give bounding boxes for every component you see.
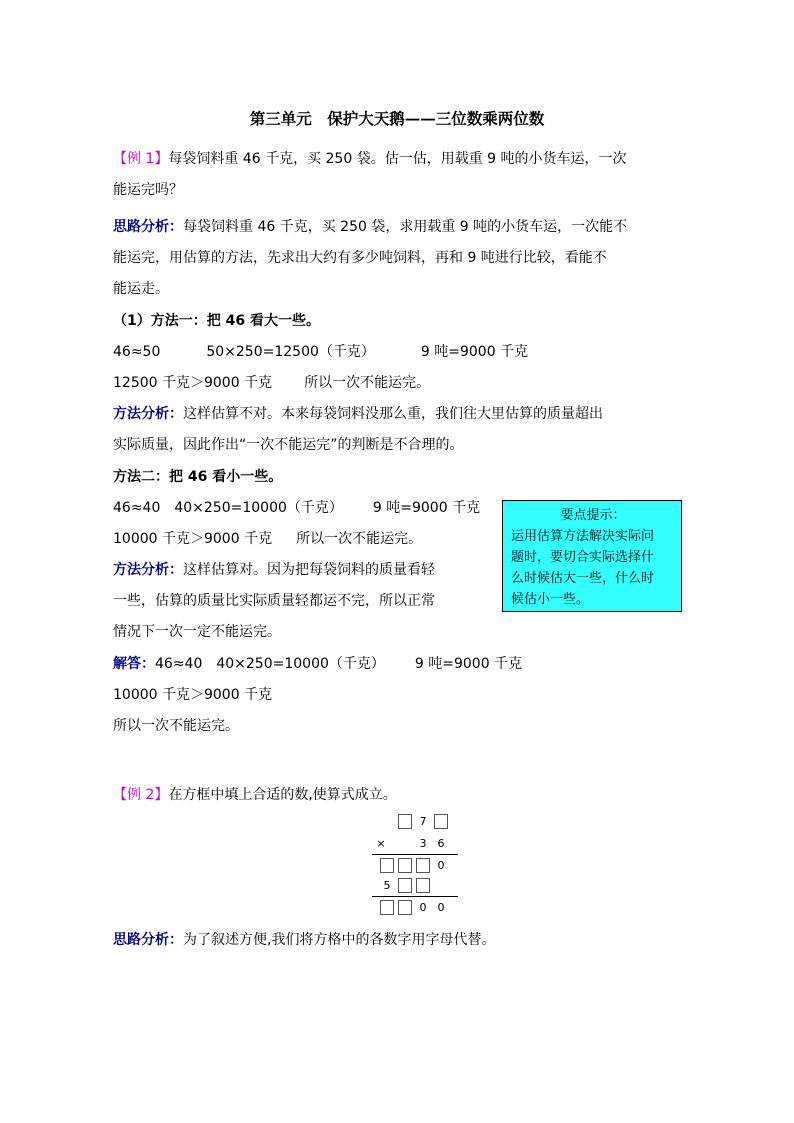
puzzle-divider	[372, 854, 458, 855]
answer-approx: 46≈40	[155, 656, 203, 672]
puzzle-blank-box[interactable]	[398, 878, 412, 893]
method1-approx: 46≈50	[113, 344, 161, 360]
tip-line1: 运用估算方法解决实际问	[511, 529, 655, 544]
example1-analysis-line3: 能运走。	[113, 281, 169, 297]
method-analysis-label: 方法分析：	[113, 406, 183, 422]
page-title: 第三单元 保护大天鹅——三位数乘两位数	[249, 109, 545, 128]
method2-calc-line	[113, 498, 480, 518]
method2-compare: 10000 千克＞9000 千克	[113, 531, 273, 547]
puzzle-digit: 5	[383, 879, 391, 892]
puzzle-blank-box[interactable]	[380, 900, 394, 915]
example2-analysis	[113, 930, 495, 950]
method1-product: 50×250=12500（千克）	[206, 344, 375, 360]
puzzle-blank-box[interactable]	[380, 858, 394, 873]
example1-tag: 【例 1】	[113, 151, 169, 167]
puzzle-blank-box[interactable]	[416, 878, 430, 893]
answer-label: 解答：	[113, 656, 155, 672]
analysis-text: 每袋饲料重 46 千克，买 250 袋，求用载重 9 吨的小货车运，一次能不	[183, 219, 628, 235]
method1-calc-line	[113, 342, 528, 362]
tip-box	[502, 500, 682, 612]
method1-conclusion: 所以一次不能运完。	[304, 375, 431, 391]
multiplication-puzzle	[370, 812, 462, 922]
tip-line4: 候估小一些。	[511, 592, 590, 607]
method2-analysis-line2: 一些，估算的质量比实际质量轻都运不完，所以正常	[113, 593, 435, 609]
method1-analysis-line1	[113, 404, 603, 424]
method2-compare-line	[113, 529, 422, 549]
method2-analysis-text: 这样估算对。因为把每袋饲料的质量看轻	[183, 562, 435, 578]
example1-analysis-line2: 能运完，用估算的方法，先求出大约有多少吨饲料，再和 9 吨进行比较，看能不	[113, 250, 607, 266]
example1-question-line2: 能运完吗？	[113, 182, 183, 198]
method2-product: 40×250=10000（千克）	[174, 500, 343, 516]
analysis-label: 思路分析：	[113, 219, 183, 235]
answer-line3: 所以一次不能运完。	[113, 718, 239, 734]
example2-tag: 【例 2】	[113, 787, 169, 803]
puzzle-digit: 6	[437, 837, 445, 850]
puzzle-digit: 0	[419, 901, 427, 914]
tip-line3: 么时候估大一些，什么时	[511, 571, 655, 586]
puzzle-divider	[372, 896, 458, 897]
method2-title: 方法二：把 46 看小一些。	[113, 469, 283, 485]
puzzle-blank-box[interactable]	[398, 858, 412, 873]
method2-conversion: 9 吨=9000 千克	[372, 500, 481, 516]
method2-analysis-line1	[113, 560, 435, 580]
tip-title: 要点提示：	[560, 508, 626, 523]
puzzle-digit: 0	[437, 901, 445, 914]
answer-line2: 10000 千克＞9000 千克	[113, 687, 273, 703]
method2-conclusion: 所以一次不能运完。	[296, 531, 423, 547]
method2-analysis-line3: 情况下一次一定不能运完。	[113, 624, 281, 640]
puzzle-blank-box[interactable]	[398, 814, 412, 829]
example2-analysis-label: 思路分析：	[113, 932, 183, 948]
puzzle-blank-box[interactable]	[434, 814, 448, 829]
example1-analysis-line1	[113, 217, 627, 237]
method1-compare-line	[113, 373, 430, 393]
method1-conversion: 9 吨=9000 千克	[420, 344, 529, 360]
method2-approx: 46≈40	[113, 500, 161, 516]
method1-title: （1）方法一：把 46 看大一些。	[113, 313, 320, 329]
puzzle-digit: 3	[419, 837, 427, 850]
answer-conversion: 9 吨=9000 千克	[414, 656, 523, 672]
puzzle-digit: 0	[437, 859, 445, 872]
method-analysis-label-2: 方法分析：	[113, 562, 183, 578]
answer-line1	[113, 654, 522, 674]
answer-product: 40×250=10000（千克）	[216, 656, 385, 672]
puzzle-blank-box[interactable]	[398, 900, 412, 915]
method1-analysis-line2: 实际质量，因此作出“一次不能运完”的判断是不合理的。	[113, 437, 464, 453]
tip-line2: 题时，要切合实际选择什	[511, 550, 655, 565]
example1-question-text: 每袋饲料重 46 千克，买 250 袋。估一估，用载重 9 吨的小货车运，一次	[168, 151, 627, 167]
method1-compare: 12500 千克＞9000 千克	[113, 375, 273, 391]
puzzle-digit: 7	[419, 815, 427, 828]
example1-question-line1	[113, 149, 627, 169]
method1-analysis-text: 这样估算不对。本来每袋饲料没那么重，我们往大里估算的质量超出	[183, 406, 603, 422]
example2-analysis-text: 为了叙述方便,我们将方格中的各数字用字母代替。	[183, 932, 496, 948]
puzzle-blank-box[interactable]	[416, 858, 430, 873]
example2-question	[113, 785, 397, 805]
puzzle-times-sign: ×	[376, 837, 386, 850]
example2-text: 在方框中填上合适的数,使算式成立。	[168, 787, 397, 803]
